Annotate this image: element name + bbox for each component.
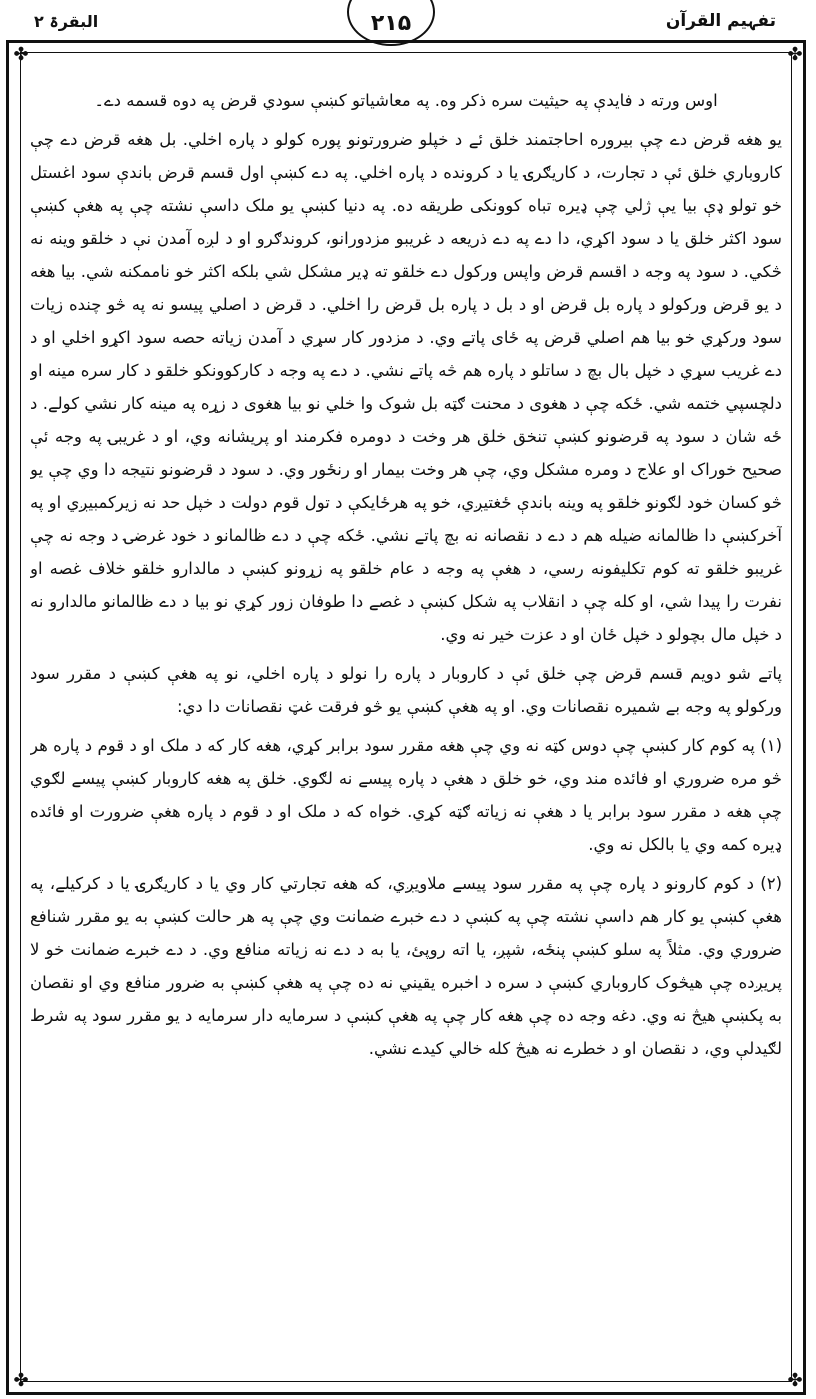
page-number: ۲۱۵: [347, 0, 435, 46]
corner-ornament-bottom-left: ✤: [13, 1370, 29, 1391]
paragraph-business-loans: پاتے شو دویم قسم قرض چې خلق ئې د کاروبار د پاره را نولو د پاره اخلي، نو په هغې کښې د مقرر سود ورکولو په وجه بے شمیره نقصانات وي. او په هغې کښې یو څو فرقت غټ نقصانات دا دي:: [30, 664, 782, 716]
paragraph-intro: اوس ورته د فایدې په حیثیت سره ذکر وه. په معاشیاتو کښې سودي قرض په دوه قسمه دے۔: [94, 91, 718, 110]
corner-ornament-top-right: ✤: [787, 44, 803, 65]
book-title: تفہیم القرآن: [665, 11, 776, 31]
corner-ornament-top-left: ✤: [13, 44, 29, 65]
page-body: [30, 84, 782, 1374]
paragraph-point-1: (۱) په کوم کار کښې چې دوس کټه نه وي چې هغه مقرر سود برابر کړي، هغه کار که د ملک او د قوم د پاره هر څو مره ضروري او فائده مند وي، خو خلق د هغې د پاره پیسے نه لګوي. خلق په هغه کاروبار کښې پیسے لګوي چې هغه د مقرر سود برابر یا د هغې نه زیاته ګټه کړي. خواه که د ملک او د قوم د پاره هغې ضرورت او فائده ډیره کمه وي یا بالکل نه وي.: [30, 736, 782, 854]
paragraph-point-2: (۲) د کوم کارونو د پاره چې په مقرر سود پیسے ملاویږي، که هغه تجارتي کار وي یا د کاریګرۍ یا د کرکیلے، په هغې کښې یو کار هم داسې نشته چې په کښې د دے خبرے ضمانت وي چې په هر حالت کښې به یو مقرر شنافع ضروري وي. مثلاً په سلو کښې پنځه، شپږ، یا اته روپئ، یا به د دے نه زیاته منافع وي. د دے خبرے ضمانت خو لا پریږده چې هیڅوک کاروباري کښې د سره د اخبره یقیني نه ده چې په هغې کښې به ضرور منافع وي او نقصان به پکښې هیڅ نه وي. دغه وجه ده چې هغه کار چې په هغې کښې د سرمایه دار سرمایه د یو مقرر سود په شرط لګیدلې وي، د نقصان او د خطرے نه هیڅ کله خالي کیدے نشي.: [30, 874, 782, 1058]
paragraph-consumption-loans: یو هغه قرض دے چې بیروره احاجتمند خلق ئے د خپلو ضرورتونو پوره کولو د پاره اخلي. بل هغه قرض دے چې کاروباري خلق ئې د تجارت، د کاریګرۍ یا د کرونده د پاره اخلي. په دے کښې اول قسم قرض باندې سود اغستل خو تولو ډې بیا یې ژلي چې ډیره تباه کوونکی طریقه ده. په دنیا کښې یو ملک داسې نشته چې په هغې کښې سود اکثر خلق یا د سود اکړي، دا دے په دے ذریعه د غریبو مزدورانو، کروندګرو او د لږه آمدن نې د خلقو وینه نه څکي. د سود په وجه د اقسم قرض واپس ورکول دے خلقو ته ډیر مشکل شي بلکه اکثر خو ناممکنه شي. بیا هغه د یو قرض ورکولو د پاره بل قرض او د بل د پاره بل قرض را اخلي. د قرض د اصلي پیسو نه په څو چنده زیات سود ورکړي خو بیا هم اصلي قرض په ځای پاتے وي. د مزدور کار سړي د آمدن زیاته حصه سود اکړو اخلي او د دے غریب سړي د خپل بال بچ د ساتلو د پاره هم څه پاتے نشي. د دے په وجه د کارکوونکو خلقو د کار سره مینه او دلچسپي ختمه شي. ځکه چې د هغوی د محنت ګټه بل شوک وا خلي نو بیا هغوی د زړه په مینه کار نشي کولے. د ځه شان د سود په قرضونو کښې تنخق خلق هر وخت د دومره فکرمند او پریشانه وي، او د غریبۍ په وجه ئې صحیح خوراک او علاج د ومره مشکل وي، چې هر وخت بیمار او رنځور وي. د سود د قرضونو نتیجه دا وي چې یو څو کسان خود لګونو خلقو په وینه باندې ځغتیږي، خو په هرځایکې د تول قوم دولت د خپل حد نه زیرکمبیږي او په آخرکښې دا ظالمانه ضیله هم د دے د نقصانه نه بچ پاتے نشي. ځکه چې د دے ظالمانو د خود غرضۍ د وجه نه چې غریبو خلقو ته کوم تکلیفونه رسي، د هغې په وجه د عام خلقو په زړونو کښې د مالدارو خلقو خلاف غصه او نفرت را پیدا شي، او کله چې د انقلاب په شکل کښې د غصے دا طوفان زور کړي نو بیا د دے ظالمانو مالدارو نه د خپل مال بچولو د خپل ځان او د عزت خیر نه وي.: [30, 130, 782, 644]
surah-label: البقرۃ ۲: [34, 12, 99, 31]
corner-ornament-bottom-right: ✤: [787, 1370, 803, 1391]
